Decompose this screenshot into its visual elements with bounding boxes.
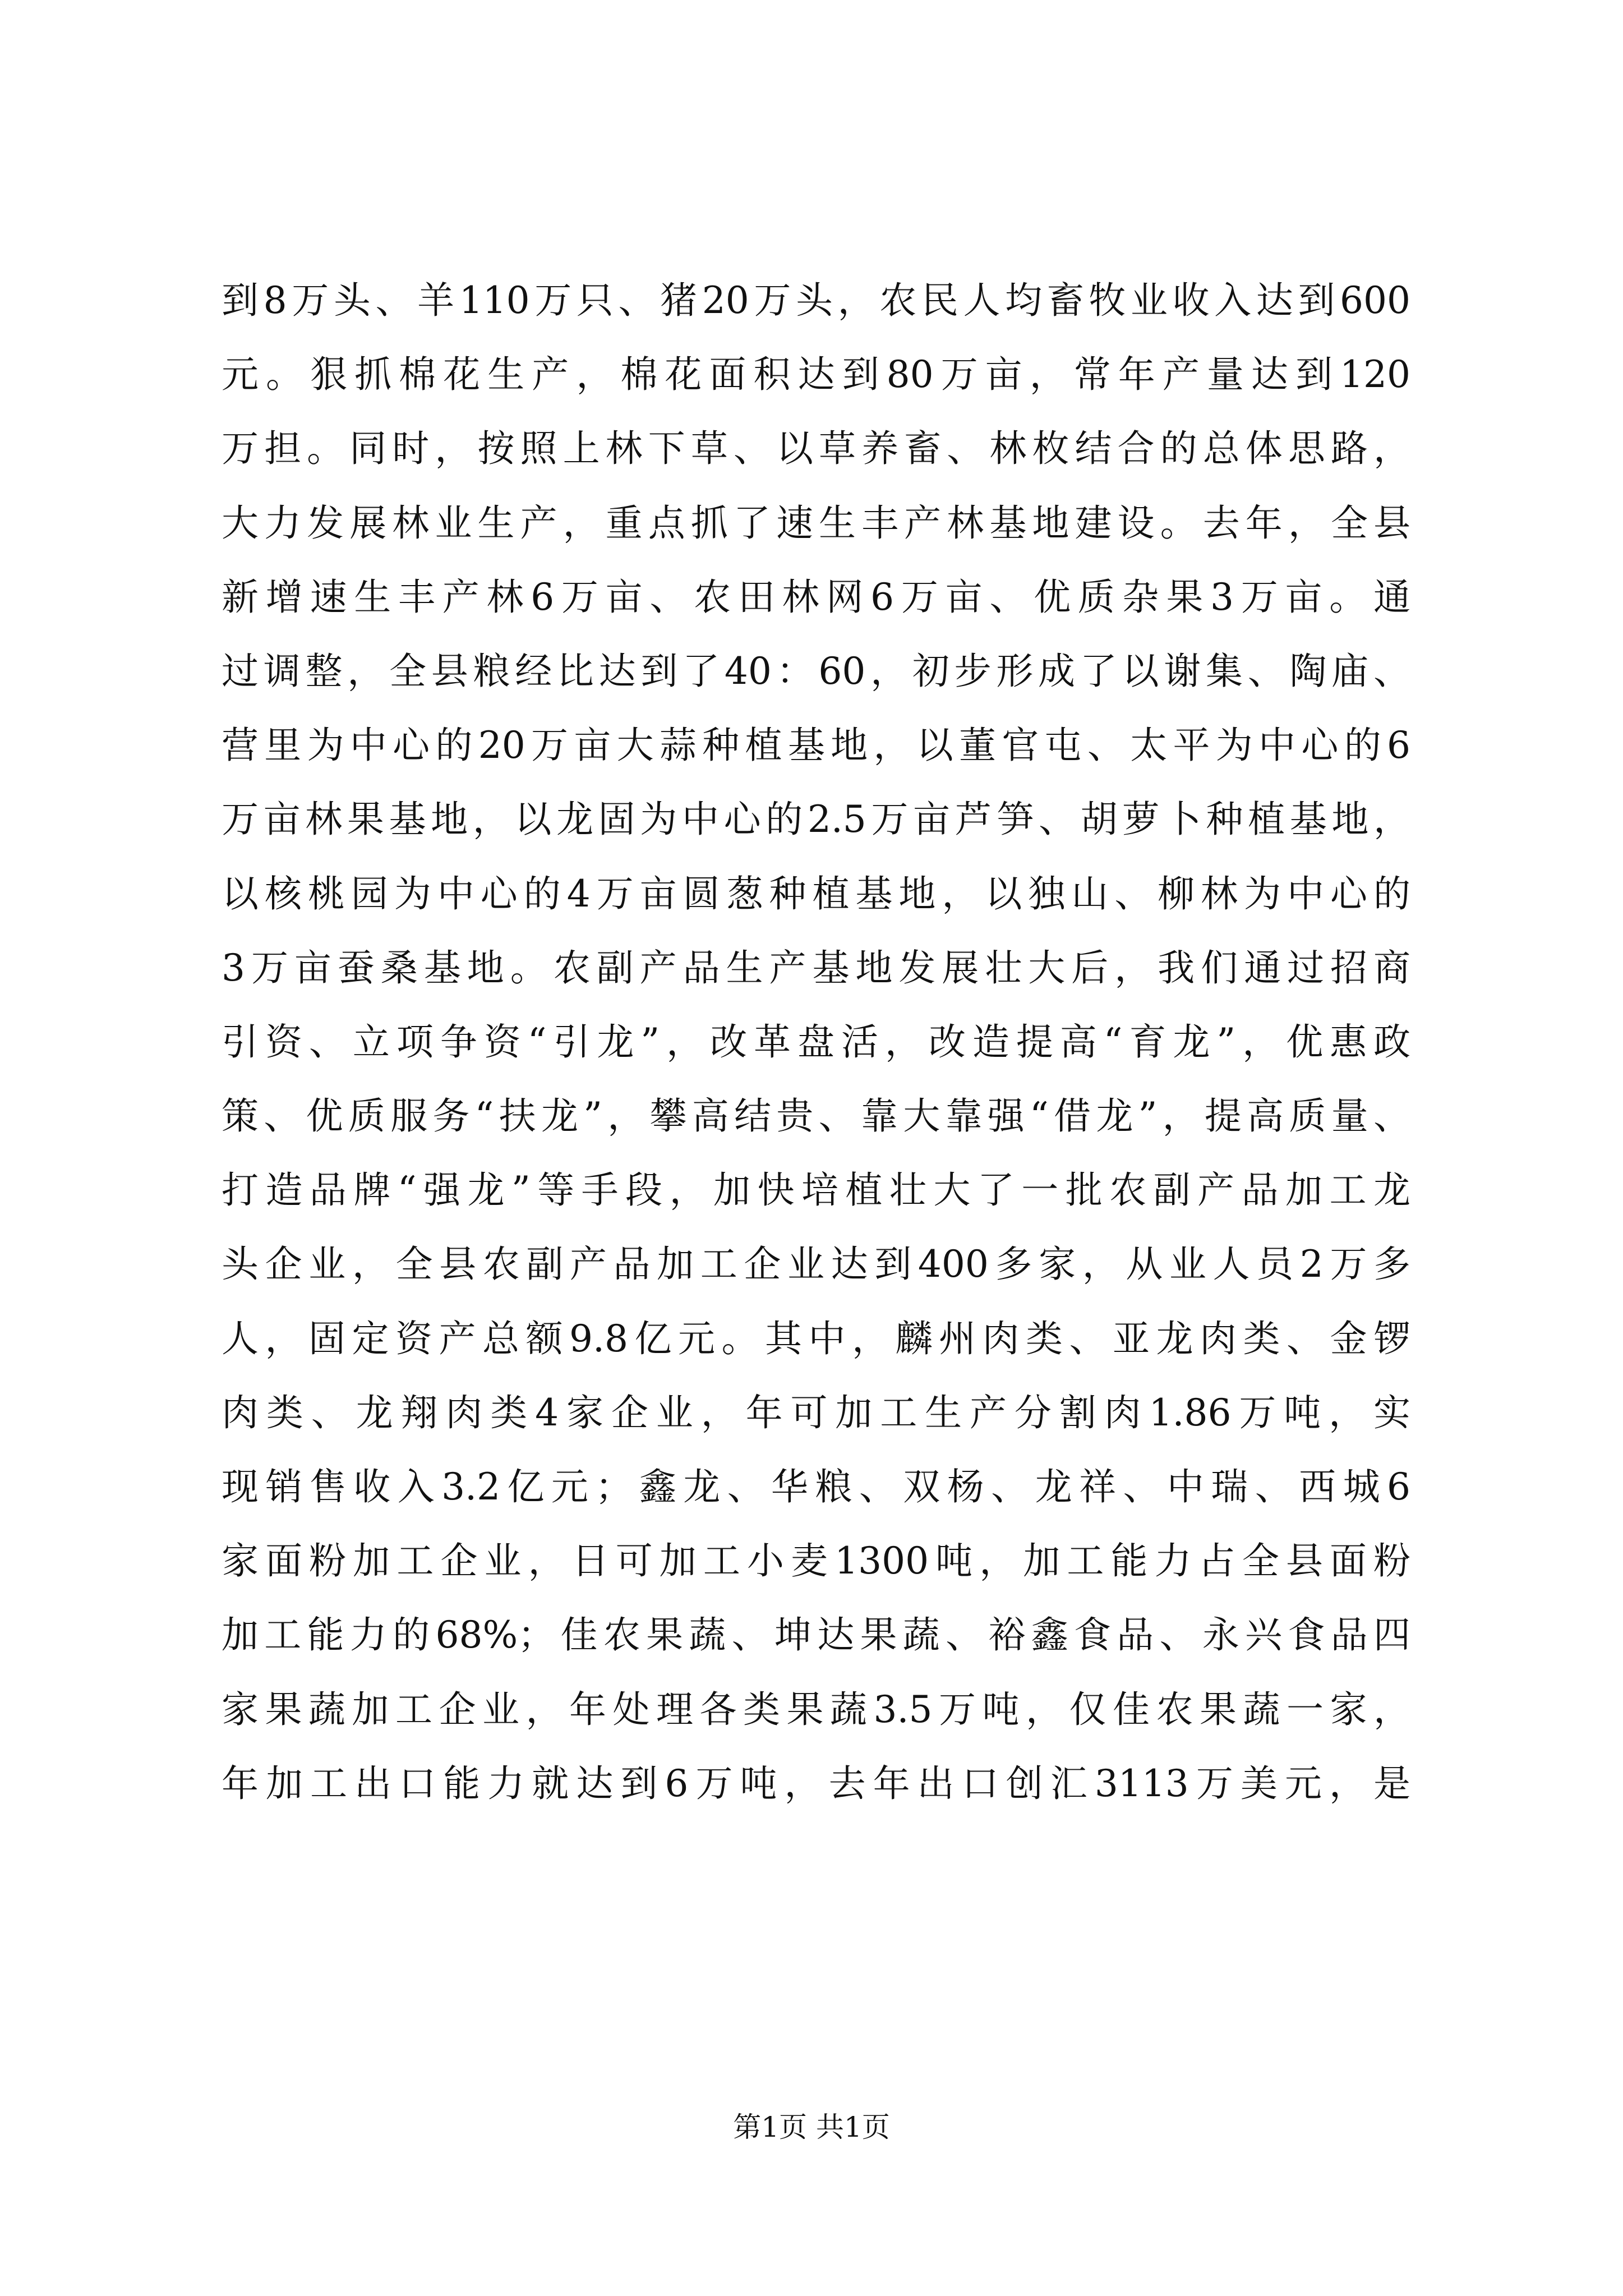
page-number-label: 第1页 共1页 <box>733 2111 890 2143</box>
text-line-19: 加工能力的68%；佳农果蔬、坤达果蔬、裕鑫食品、永兴食品四 <box>222 1613 1410 1657</box>
text-line-9: 以核桃园为中心的4万亩圆葱种植基地，以独山、柳林为中心的 <box>222 872 1410 915</box>
text-line-18: 家面粉加工企业，日可加工小麦1300吨，加工能力占全县面粉 <box>222 1539 1410 1583</box>
text-line-20: 家果蔬加工企业，年处理各类果蔬3.5万吨，仅佳农果蔬一家， <box>222 1687 1410 1731</box>
text-line-21: 年加工出口能力就达到6万吨，去年出口创汇3113万美元，是 <box>222 1761 1410 1805</box>
text-line-7: 营里为中心的20万亩大蒜种植基地，以董官屯、太平为中心的6 <box>222 724 1410 767</box>
body-text <box>222 264 1410 1821</box>
text-line-4: 大力发展林业生产，重点抓了速生丰产林基地建设。去年，全县 <box>222 501 1410 545</box>
text-line-10: 3万亩蚕桑基地。农副产品生产基地发展壮大后，我们通过招商 <box>222 946 1410 990</box>
text-line-12: 策、优质服务“扶龙”，攀高结贵、靠大靠强“借龙”，提高质量、 <box>222 1094 1410 1138</box>
page-footer <box>0 2110 1623 2144</box>
text-line-14: 头企业，全县农副产品加工企业达到400多家，从业人员2万多 <box>222 1243 1410 1286</box>
text-line-15: 人，固定资产总额9.8亿元。其中，麟州肉类、亚龙肉类、金锣 <box>222 1317 1410 1360</box>
text-line-16: 肉类、龙翔肉类4家企业，年可加工生产分割肉1.86万吨，实 <box>222 1391 1410 1434</box>
text-line-5: 新增速生丰产林6万亩、农田林网6万亩、优质杂果3万亩。通 <box>222 575 1410 619</box>
text-line-13: 打造品牌“强龙”等手段，加快培植壮大了一批农副产品加工龙 <box>222 1168 1410 1212</box>
text-line-2: 元。狠抓棉花生产，棉花面积达到80万亩，常年产量达到120 <box>222 353 1410 397</box>
text-line-8: 万亩林果基地，以龙固为中心的2.5万亩芦笋、胡萝卜种植基地， <box>222 798 1410 841</box>
text-line-3: 万担。同时，按照上林下草、以草养畜、林枚结合的总体思路， <box>222 427 1410 471</box>
text-line-1: 到8万头、羊110万只、猪20万头，农民人均畜牧业收入达到600 <box>222 279 1410 322</box>
text-line-6: 过调整，全县粮经比达到了40：60，初步形成了以谢集、陶庙、 <box>222 649 1410 693</box>
text-line-17: 现销售收入3.2亿元；鑫龙、华粮、双杨、龙祥、中瑞、西城6 <box>222 1465 1410 1508</box>
text-line-11: 引资、立项争资“引龙”，改革盘活，改造提高“育龙”，优惠政 <box>222 1020 1410 1064</box>
